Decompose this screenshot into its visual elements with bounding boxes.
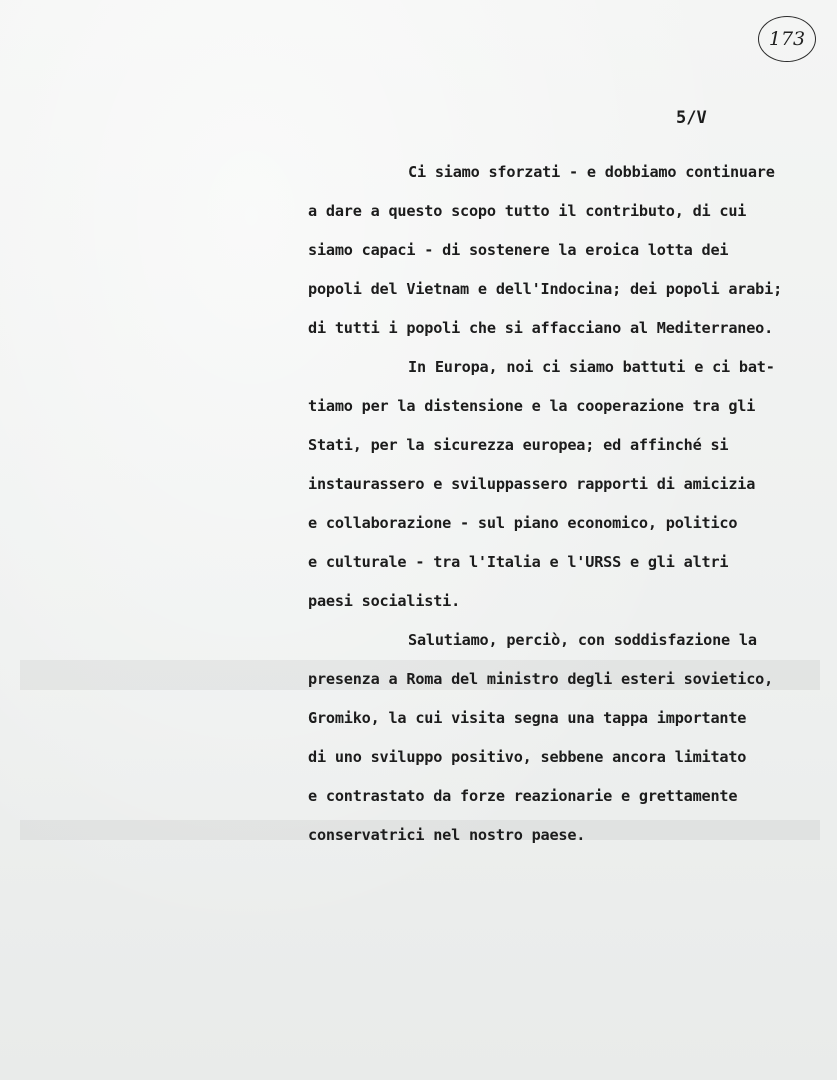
text-line: Ci siamo sforzati - e dobbiamo continuare <box>408 163 775 181</box>
text-line: conservatrici nel nostro paese. <box>308 826 586 844</box>
text-line: e collaborazione - sul piano economico, politico <box>308 514 738 532</box>
text-line: Gromiko, la cui visita segna una tappa importante <box>308 709 747 727</box>
text-line: Salutiamo, perciò, con soddisfazione la <box>408 631 757 649</box>
text-line: In Europa, noi ci siamo battuti e ci bat- <box>408 358 775 376</box>
text-line: tiamo per la distensione e la cooperazione tra gli <box>308 397 756 415</box>
text-line: Stati, per la sicurezza europea; ed affinché si <box>308 436 729 454</box>
text-line: a dare a questo scopo tutto il contributo, di cui <box>308 202 747 220</box>
folio-stamp: 173 <box>758 16 816 62</box>
text-line: di uno sviluppo positivo, sebbene ancora limitato <box>308 748 747 766</box>
text-line: e culturale - tra l'Italia e l'URSS e gli altri <box>308 553 729 571</box>
text-line: presenza a Roma del ministro degli esteri sovietico, <box>308 670 774 688</box>
text-line: siamo capaci - di sostenere la eroica lotta dei <box>308 241 729 259</box>
text-line: di tutti i popoli che si affacciano al Mediterraneo. <box>308 319 774 337</box>
text-line: paesi socialisti. <box>308 592 461 610</box>
page-number: 5/V <box>676 108 707 128</box>
text-line: instaurassero e sviluppassero rapporti di amicizia <box>308 475 756 493</box>
text-line: e contrastato da forze reazionarie e grettamente <box>308 787 738 805</box>
text-line: popoli del Vietnam e dell'Indocina; dei popoli arabi; <box>308 280 783 298</box>
body-text <box>308 153 828 855</box>
